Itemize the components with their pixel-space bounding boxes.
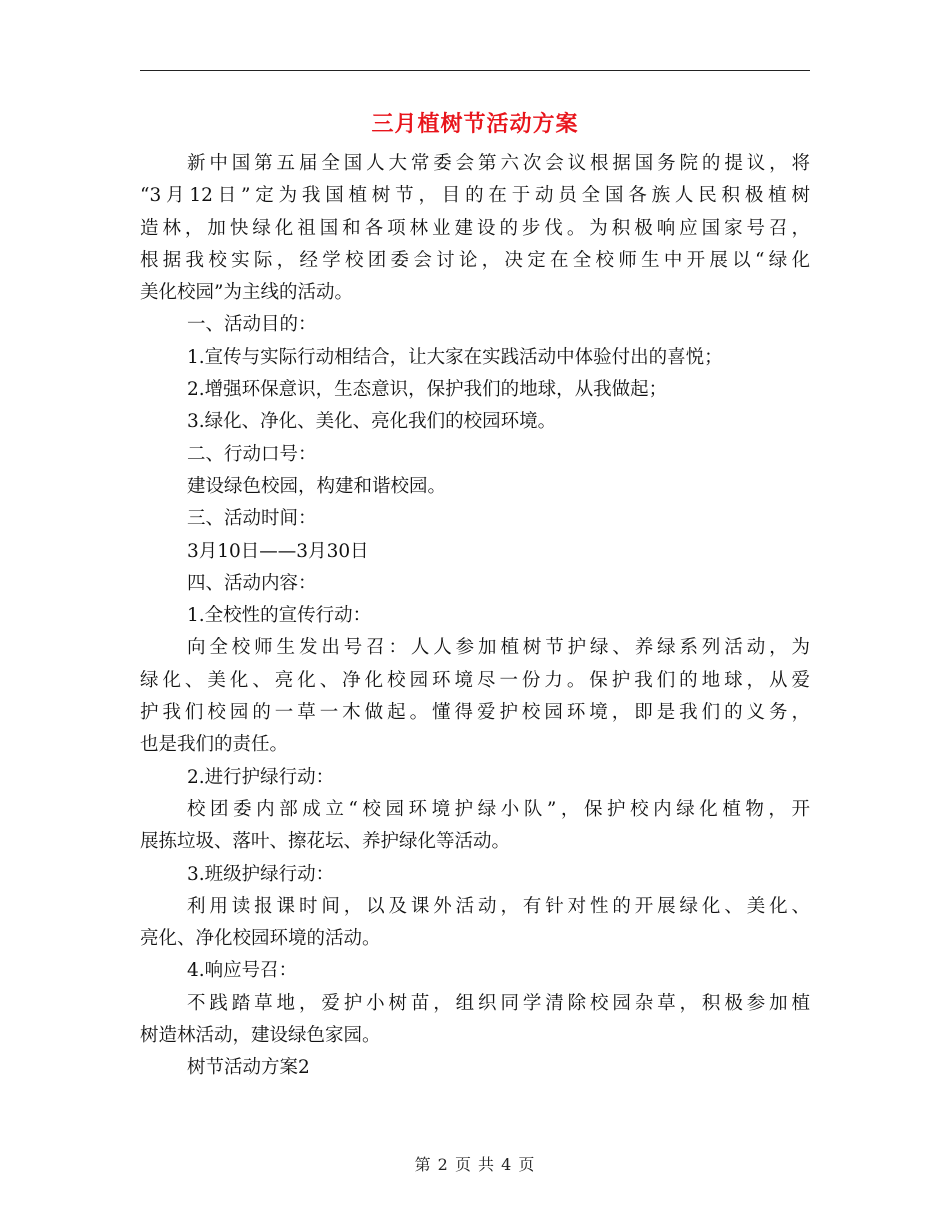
paragraph-line: 二、行动口号：	[187, 443, 317, 465]
paragraph-line: 1.宣传与实际行动相结合，让大家在实践活动中体验付出的喜悦；	[187, 346, 723, 368]
paragraph-line: 美化校园”为主线的活动。	[140, 282, 353, 304]
paragraph-line: 也是我们的责任。	[140, 734, 289, 756]
paragraph-line: 3.绿化、净化、美化、亮化我们的校园环境。	[187, 411, 557, 433]
paragraph-line: 护我们校园的一草一木做起。懂得爱护校园环境，即是我们的义务，	[140, 702, 810, 724]
paragraph-line: 绿化、美化、亮化、净化校园环境尽一份力。保护我们的地球，从爱	[140, 669, 810, 691]
paragraph-line: 3月10日——3月30日	[187, 540, 369, 562]
document-title: 三月植树节活动方案	[371, 111, 579, 137]
paragraph-line: 校团委内部成立“校园环境护绿小队”，保护校内绿化植物，开	[187, 798, 810, 820]
paragraph-line: 1.全校性的宣传行动：	[187, 605, 372, 627]
paragraph-line: 建设绿色校园，构建和谐校园。	[187, 475, 447, 497]
page-footer: 第 2 页 共 4 页	[414, 1155, 536, 1174]
paragraph-line: 不践踏草地，爱护小树苗，组织同学清除校园杂草，积极参加植	[187, 992, 810, 1014]
paragraph-line: 展拣垃圾、落叶、擦花坛、养护绿化等活动。	[140, 831, 511, 853]
paragraph-line: 树节活动方案2	[187, 1057, 310, 1079]
paragraph-line: 3.班级护绿行动：	[187, 863, 335, 885]
document-body	[140, 148, 810, 1085]
paragraph-line: 三、活动时间：	[187, 508, 317, 530]
paragraph-line: 四、活动内容：	[187, 572, 317, 594]
paragraph-line: 2.进行护绿行动：	[187, 766, 335, 788]
paragraph-line: 向全校师生发出号召：人人参加植树节护绿、养绿系列活动，为	[187, 637, 810, 659]
paragraph-line: 根据我校实际，经学校团委会讨论，决定在全校师生中开展以“绿化	[140, 249, 810, 271]
paragraph-line: 树造林活动，建设绿色家园。	[140, 1025, 381, 1047]
paragraph-line: 利用读报课时间，以及课外活动，有针对性的开展绿化、美化、	[187, 895, 810, 917]
paragraph-line: 4.响应号召：	[187, 960, 298, 982]
header-rule	[140, 70, 810, 71]
paragraph-line: “3月12日”定为我国植树节，目的在于动员全国各族人民积极植树	[140, 185, 810, 207]
paragraph-line: 亮化、净化校园环境的活动。	[140, 928, 381, 950]
paragraph-line: 造林，加快绿化祖国和各项林业建设的步伐。为积极响应国家号召，	[140, 217, 810, 239]
paragraph-line: 新中国第五届全国人大常委会第六次会议根据国务院的提议，将	[187, 153, 810, 174]
paragraph-line: 2.增强环保意识，生态意识，保护我们的地球，从我做起；	[187, 379, 668, 401]
paragraph-line: 一、活动目的：	[187, 314, 317, 336]
